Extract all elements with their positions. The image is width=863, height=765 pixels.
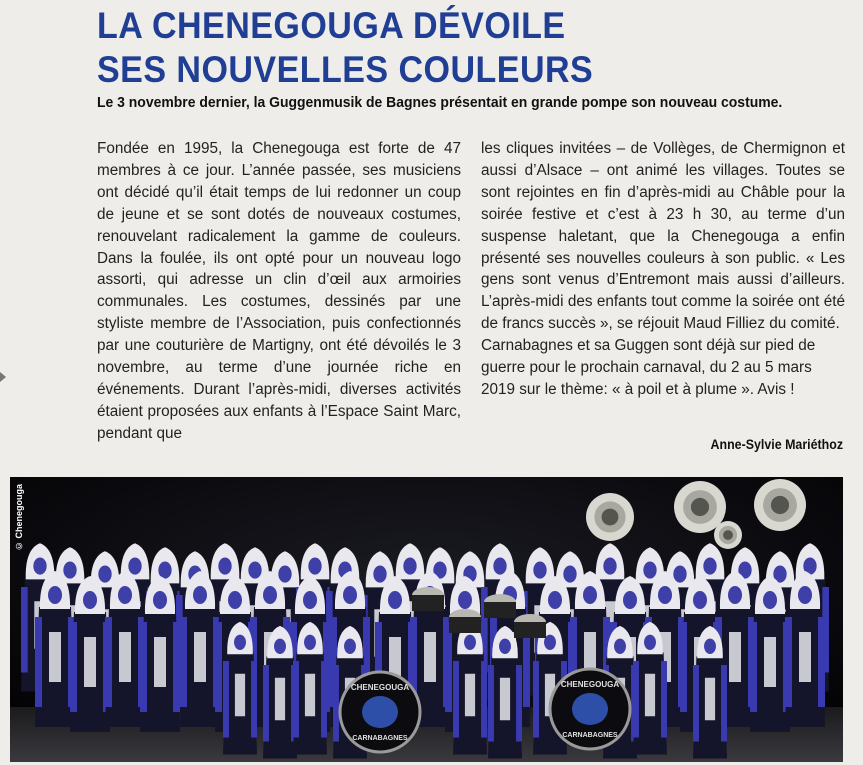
musicians-group: [21, 543, 829, 758]
drum-text-bottom: CARNABAGNES: [562, 732, 618, 739]
musician: [140, 576, 180, 732]
article-author: Anne-Sylvie Mariéthoz: [710, 437, 843, 452]
title-line-2: SES NOUVELLES COULEURS: [97, 49, 594, 90]
column-left-text: Fondée en 1995, la Chenegouga est forte de 47 membres à ce jour. L’année passée, ses musiciens ont décidé qu’il était temps de lui redonner un coup de jeune et se sont dotés de nouveaux costumes, renouvelant radicalement la gamme de couleurs. Dans la foulée, ils ont opté pour un nouveau logo assorti, qui adresse un clin d’œil aux armoiries communales. Les costumes, dessinés par une styliste membre de l’Association, puis confectionnés par une couturière de Martigny, ont été dévoilés le 3 novembre, au terme d’une journée riche en événements. Durant l’après-midi, diverses activités étaient proposées aux enfants à l’Espace Saint Marc, pendant que: [97, 140, 461, 442]
photo-credit: © Chenegouga: [14, 483, 24, 551]
column-right-paragraph-1: les cliques invitées – de Vollèges, de Chermignon et aussi d’Alsace – ont animé les villages. Toutes se sont rejointes en fin d’après-midi au Châble pour la soirée festive et c’est à 23 h 30, au terme d’un suspense haletant, que la Chenegouga a enfin présenté ses nouvelles couleurs à son public. « Les gens sont venus d’Entremont mais aussi d’ailleurs. L’après-midi des enfants tout comme la soirée ont été de francs succès », se réjouit Maud Filliez du comité.: [481, 140, 845, 333]
sousaphone-bell: [754, 479, 806, 531]
drum-kit-tom: [449, 609, 481, 633]
musician: [633, 622, 667, 755]
musician: [180, 571, 220, 727]
musician: [70, 576, 110, 732]
page-arrow-icon: [0, 372, 6, 382]
musician: [453, 622, 487, 755]
musician: [263, 626, 297, 759]
drum-kit-tom: [412, 587, 444, 611]
drum-kit-tom: [484, 594, 516, 618]
musician: [488, 626, 522, 759]
musician: [293, 622, 327, 755]
column-left: [97, 138, 461, 445]
musician: [105, 571, 145, 727]
musician: [35, 571, 75, 727]
group-photo-illustration: [10, 477, 843, 762]
group-photo: [10, 477, 843, 762]
musician: [223, 622, 257, 755]
bass-drum: [550, 669, 630, 749]
column-right-paragraph-2: Carnabagnes et sa Guggen sont déjà sur pied de guerre pour le prochain carnaval, du 2 au 5 mars 2019 sur le thème: « à poil et à plume ». Avis !: [481, 337, 816, 398]
column-right: [481, 138, 845, 401]
musician: [750, 576, 790, 732]
title-line-1: LA CHENEGOUGA DÉVOILE: [97, 5, 566, 46]
article-title: [97, 4, 778, 92]
drum-text-top: CHENEGOUGA: [560, 680, 620, 689]
drum-kit-tom: [514, 614, 546, 638]
drum-text-bottom: CARNABAGNES: [352, 735, 408, 742]
sousaphone-bell: [714, 521, 742, 549]
drum-text-top: CHENEGOUGA: [350, 683, 410, 692]
musician: [693, 626, 727, 759]
sousaphone-bell: [586, 493, 634, 541]
musician: [785, 571, 825, 727]
article-lead: Le 3 novembre dernier, la Guggenmusik de Bagnes présentait en grande pompe son nouveau costume.: [97, 94, 783, 111]
bass-drum: [340, 672, 420, 752]
